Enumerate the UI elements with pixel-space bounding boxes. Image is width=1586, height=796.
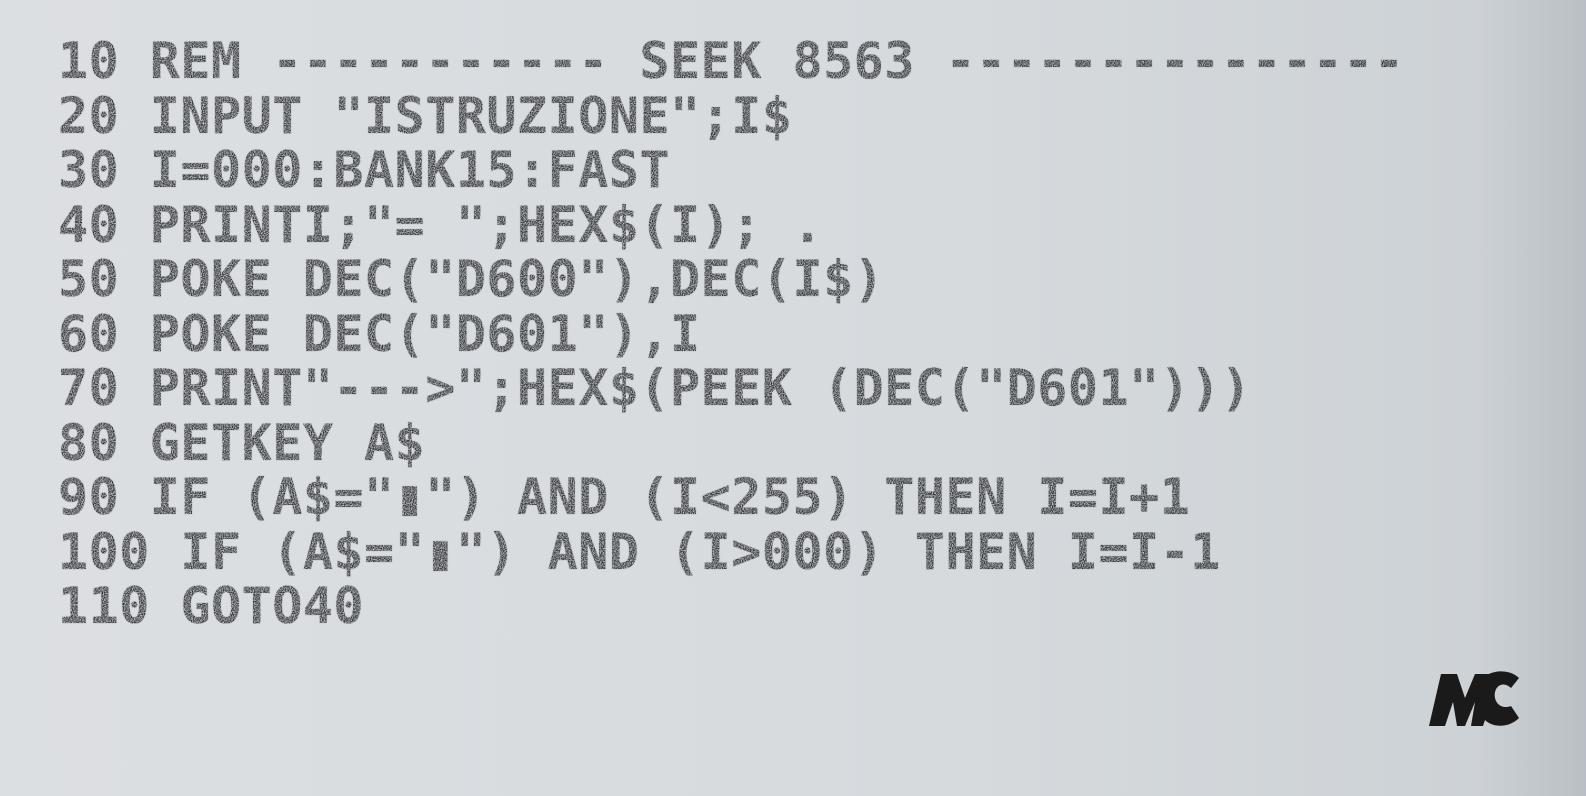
basic-listing — [58, 34, 1405, 634]
listing-line: 40 PRINTI;"= ";HEX$(I); . — [58, 195, 824, 254]
listing-line: 10 REM ----------- SEEK 8563 --------------- — [58, 32, 1405, 90]
listing-line: 80 GETKEY A$ — [58, 413, 426, 472]
listing-line: 20 INPUT "ISTRUZIONE";I$ — [58, 86, 793, 145]
listing-line: 60 POKE DEC("D601"),I — [58, 304, 701, 363]
listing-line: 90 IF (A$="▮") AND (I<255) THEN I=I+1 — [58, 468, 1191, 526]
listing-line: 30 I=000:BANK15:FAST — [58, 141, 671, 199]
listing-line: 50 POKE DEC("D600"),DEC(I$) — [58, 250, 885, 308]
listing-line: 110 GOTO40 — [58, 577, 365, 635]
mc-logo-icon — [1427, 668, 1523, 730]
listing-line: 70 PRINT"--->";HEX$(PEEK (DEC("D601"))) — [58, 359, 1252, 417]
listing-line: 100 IF (A$="▮") AND (I>000) THEN I=I-1 — [58, 522, 1221, 581]
